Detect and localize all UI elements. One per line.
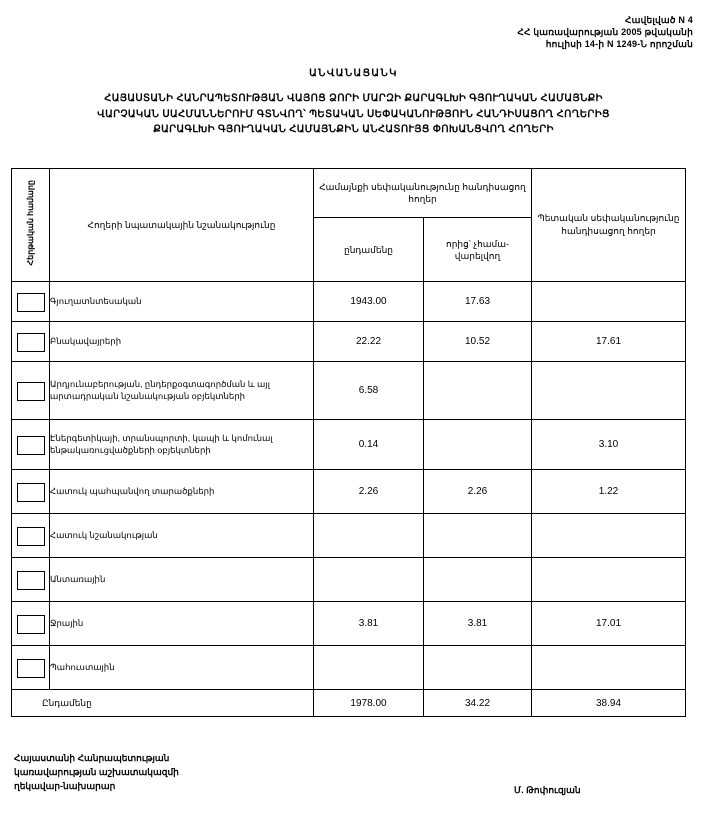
annex-reference <box>517 14 693 50</box>
table-row <box>12 514 686 558</box>
row-state <box>532 362 686 420</box>
table-row <box>12 420 686 470</box>
total-state: 38.94 <box>532 690 686 717</box>
land-table-wrapper <box>11 168 685 717</box>
signatory-office-line3: ղեկավար-նախարար <box>14 780 116 791</box>
row-partial: 2.26 <box>424 470 532 514</box>
signature-block <box>14 752 694 798</box>
row-index-box <box>17 333 45 352</box>
table-total-row <box>12 690 686 717</box>
row-total: 1943.00 <box>314 282 424 322</box>
document-kind: ԱՆՎԱՆԱՑԱՆԿ <box>309 68 398 79</box>
annex-decree-line2: հուլիսի 14-ի N 1249-Ն որոշման <box>545 39 693 50</box>
row-name: Գյուղատնտեսական <box>50 282 314 322</box>
row-index-box-cell <box>12 646 50 690</box>
row-index-box <box>17 615 45 634</box>
annex-decree-line1: ՀՀ կառավարության 2005 թվականի <box>517 27 693 38</box>
row-name: Հատուկ նշանակության <box>50 514 314 558</box>
row-partial: 3.81 <box>424 602 532 646</box>
row-index-box-cell <box>12 362 50 420</box>
column-header-community-group: Համայնքի սեփականությունը հանդիսացող հողեր <box>314 169 532 218</box>
row-state: 17.01 <box>532 602 686 646</box>
row-total <box>314 514 424 558</box>
column-header-name: Հողերի նպատակային նշանակությունը <box>50 169 314 282</box>
signatory-office-line2: կառավարության աշխատակազմի <box>14 766 179 777</box>
column-header-index-label: Հերթական համարը <box>25 179 35 266</box>
row-name: Հատուկ պահպանվող տարածքների <box>50 470 314 514</box>
row-index-box-cell <box>12 282 50 322</box>
row-name: Բնակավայրերի <box>50 322 314 362</box>
row-total <box>314 646 424 690</box>
column-header-partial: որից՝ չհամա-վարելվող <box>424 218 532 282</box>
table-row <box>12 646 686 690</box>
row-index-box-cell <box>12 420 50 470</box>
row-partial <box>424 558 532 602</box>
title-line-3: ՔԱՐԱԳԼԽԻ ԳՅՈՒՂԱԿԱՆ ՀԱՄԱՅՆՔԻՆ ԱՆՀԱՏՈՒՅՑ ՓՈԽԱՆՑՎՈՂ ՀՈՂԵՐԻ <box>153 124 554 135</box>
row-state: 17.61 <box>532 322 686 362</box>
row-total: 2.26 <box>314 470 424 514</box>
row-state <box>532 558 686 602</box>
land-allocation-table <box>11 168 686 717</box>
row-name: Անտառային <box>50 558 314 602</box>
row-total <box>314 558 424 602</box>
table-row <box>12 362 686 420</box>
row-total: 3.81 <box>314 602 424 646</box>
table-row <box>12 558 686 602</box>
column-header-total: ընդամենը <box>314 218 424 282</box>
row-name: Պահուստային <box>50 646 314 690</box>
column-header-state: Պետական սեփականությունը հանդիսացող հողեր <box>532 169 686 282</box>
row-index-box <box>17 293 45 312</box>
row-index-box-cell <box>12 470 50 514</box>
row-partial <box>424 362 532 420</box>
page-title <box>0 91 707 138</box>
row-index-box-cell <box>12 602 50 646</box>
row-partial <box>424 646 532 690</box>
table-row <box>12 282 686 322</box>
signatory-office <box>14 752 414 794</box>
title-line-1: ՀԱՅԱՍՏԱՆԻ ՀԱՆՐԱՊԵՏՈՒԹՅԱՆ ՎԱՅՈՑ ՁՈՐԻ ՄԱՐԶԻ ՔԱՐԱԳԼԽԻ ԳՅՈՒՂԱԿԱՆ ՀԱՄԱՅՆՔԻ <box>104 93 603 104</box>
signatory-office-line1: Հայաստանի Հանրապետության <box>14 753 170 763</box>
row-index-box <box>17 382 45 401</box>
row-state: 3.10 <box>532 420 686 470</box>
row-name: Արդյունաբերության, ընդերքօգտագործման և այլ արտադրական նշանակության օբյեկտների <box>50 362 314 420</box>
row-index-box-cell <box>12 514 50 558</box>
row-state <box>532 282 686 322</box>
total-partial: 34.22 <box>424 690 532 717</box>
row-index-box <box>17 571 45 590</box>
row-state <box>532 514 686 558</box>
row-partial: 17.63 <box>424 282 532 322</box>
signatory-name: Մ. Թոփուզյան <box>514 785 581 795</box>
annex-number: Հավելված N 4 <box>624 15 693 25</box>
table-row <box>12 602 686 646</box>
column-header-index <box>12 169 50 282</box>
total-total: 1978.00 <box>314 690 424 717</box>
row-index-box-cell <box>12 558 50 602</box>
row-index-box <box>17 527 45 546</box>
row-index-box-cell <box>12 322 50 362</box>
row-state <box>532 646 686 690</box>
row-partial <box>424 514 532 558</box>
row-index-box <box>17 483 45 502</box>
row-state: 1.22 <box>532 470 686 514</box>
title-block <box>0 68 707 138</box>
total-label: Ընդամենը <box>12 690 314 717</box>
row-index-box <box>17 659 45 678</box>
row-total: 0.14 <box>314 420 424 470</box>
table-row <box>12 322 686 362</box>
table-header-row <box>12 169 686 218</box>
row-total: 6.58 <box>314 362 424 420</box>
title-line-2: ՎԱՐՉԱԿԱՆ ՍԱՀՄԱՆՆԵՐՈՒՄ ԳՏՆՎՈՂ՝ ՊԵՏԱԿԱՆ ՍԵՓԱԿԱՆՈՒԹՅՈՒՆ ՀԱՆԴԻՍԱՑՈՂ ՀՈՂԵՐԻՑ <box>97 108 610 120</box>
row-index-box <box>17 436 45 455</box>
row-name: Էներգետիկայի, տրանսպորտի, կապի և կոմունալ ենթակառուցվածքների օբյեկտների <box>50 420 314 470</box>
row-partial: 10.52 <box>424 322 532 362</box>
row-partial <box>424 420 532 470</box>
row-name: Ջրային <box>50 602 314 646</box>
table-body <box>12 282 686 717</box>
row-total: 22.22 <box>314 322 424 362</box>
table-row <box>12 470 686 514</box>
